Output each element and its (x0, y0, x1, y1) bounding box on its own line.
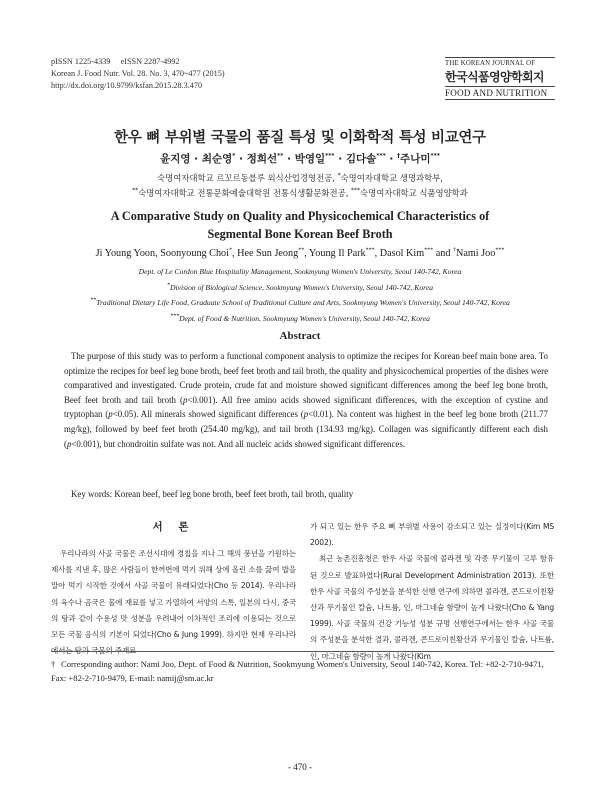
affiliation-text: 숙명여자대학교 전통문화예술대학원 전통식생활문화전공, (138, 188, 352, 198)
author-mark: *** (424, 247, 434, 254)
abstract-text: <0.001), but chondroitin sulfate was not. And all nucleic acids showed significant differences. (71, 438, 406, 449)
affiliation-line (0, 311, 600, 327)
p-value-symbol: p (66, 438, 72, 449)
paper-title-en (0, 207, 600, 243)
divider (445, 99, 555, 100)
author-mark: * (229, 247, 232, 254)
affiliations-ko (0, 171, 600, 201)
affiliation-line (0, 295, 600, 311)
right-column (310, 519, 554, 665)
corresponding-author-footnote (51, 657, 554, 685)
issn-line: pISSN 1225-4339 eISSN 2287-4992 (51, 57, 180, 66)
author-text: · 정희선 (235, 153, 278, 165)
author-mark: *** (376, 152, 386, 160)
journal-logo (445, 56, 555, 101)
affiliations-en (0, 264, 600, 326)
abstract-text: The purpose of this study was to perform a functional component analysis to optimize the recipes for Korean beef main bone area. To optimize the recipes for beef leg bone broth, beef feet broth and tail broth, the quality and physicochemical properties of the dishes were comparatived and investigated. Crude protein, crude fat and moisture showed significant differences among the beef leg bone broth, Beef feet broth and tail broth ( (64, 351, 549, 405)
dagger-mark: † (51, 659, 56, 669)
author-mark: ** (298, 247, 305, 254)
affiliation-text: Division of Biological Science, Sookmyung Women's University, Seoul 140-742, Korea (170, 282, 433, 292)
citation-line: Korean J. Food Nutr. Vol. 28. No. 3, 470~477 (2015) (51, 69, 225, 78)
author-mark: † (397, 152, 401, 160)
author-mark: *** (495, 247, 505, 254)
abstract-heading: Abstract (279, 330, 321, 342)
authors-ko (0, 151, 600, 166)
author-mark: * (232, 152, 236, 160)
affiliation-text: 숙명여자대학교 르꼬르동블루 외식산업경영전공, (157, 173, 338, 183)
title-line: Segmental Bone Korean Beef Broth (207, 227, 393, 241)
affiliation-line (0, 171, 600, 186)
author-text: 윤지영 · 최순영 (160, 153, 233, 165)
section-heading-introduction: 서 론 (152, 521, 195, 533)
author-mark: *** (365, 247, 375, 254)
affiliation-text: Dept. of Food & Nutrition, Sookmyung Women's University, Seoul 140-742, Korea (179, 313, 430, 323)
author-text: Nami Joo (455, 248, 496, 259)
footnote-divider (51, 651, 554, 652)
journal-name-ko: 한국식품영양학회지 (445, 70, 544, 84)
footnote-text: Corresponding author: Nami Joo, Dept. of Food & Nutrition, Sookmyung Women's University, Seoul 140-742, Korea. Tel: +82-2-710-9471, Fax: +82-2-710-9479, E-mail: namij@sm.ac.kr (51, 659, 544, 683)
author-mark: *** (325, 152, 335, 160)
divider (445, 57, 555, 58)
doi-link[interactable]: http://dx.doi.org/10.9799/ksfan.2015.28.3.470 (51, 81, 203, 90)
divider (445, 86, 555, 87)
affiliation-line (0, 186, 600, 201)
body-paragraph: 가 되고 있는 한우 주요 뼈 부위별 사용이 감소되고 있는 실정이다(Kim MS 2002). (310, 522, 554, 548)
affiliation-mark: *** (170, 312, 180, 319)
affiliation-mark: ** (90, 297, 97, 304)
affiliation-text: Dept. of Le Cordon Blue Hospitality Management, Sookmyung Women's University, Seoul 140-742, Korea (138, 267, 462, 276)
affiliation-line (0, 280, 600, 296)
affiliation-mark: *** (351, 187, 361, 195)
affiliation-text: 숙명여자대학교 생명과학부, (340, 173, 443, 183)
page-number: - 470 - (288, 762, 312, 772)
affiliation-line (0, 264, 600, 280)
affiliation-mark: * (337, 172, 341, 180)
keywords: Key words: Korean beef, beef leg bone broth, beef feet broth, tail broth, quality (71, 489, 354, 499)
authors-en (0, 248, 600, 259)
journal-subtitle: FOOD AND NUTRITION (445, 88, 548, 98)
author-text: 주나미 (400, 153, 431, 165)
affiliation-mark: ** (132, 187, 139, 195)
left-column (51, 519, 296, 659)
author-text: , Hee Sun Jeong (232, 248, 299, 259)
author-mark: *** (430, 152, 440, 160)
abstract-text: <0.05). All minerals showed significant differences ( (112, 409, 304, 420)
abstract-text: <0.01). Na content was highest in the beef leg bone broth (211.77 mg/kg), followed by beef feet broth (254.40 mg/kg), and tail broth (134.93 mg/kg). Collagen was significantly different each dish ( (64, 409, 548, 449)
affiliation-text: Traditional Dietary Life Food, Graduate School of Traditional Culture and Arts, Sookmyung Women's University, Seoul 140-742, Korea (96, 298, 510, 307)
affiliation-mark: * (167, 281, 170, 288)
p-value-symbol: p (108, 409, 113, 420)
author-text: , Young Il Park (304, 248, 366, 259)
author-text: Ji Young Yoon, Soonyoung Choi (95, 248, 229, 259)
author-text: · (385, 153, 398, 165)
paper-title-ko: 한우 뼈 부위별 국물의 품질 특성 및 이화학적 특성 비교연구 (114, 130, 486, 146)
body-paragraph: 우리나라의 사골 국물은 조선시대에 경칩을 지나 그 해의 풍년을 기원하는 제사를 지낸 후, 많은 사람들이 한꺼번에 먹기 위해 상에 올린 소를 끓여 밥을 말아 먹기 시작한 것에서 사골 국물이 유래되었다(Cho 등 2014). 우리나라의 육수나 곰국은 물에 재료를 넣고 가열하여 서양의 스톡, 일본의 다시, 중국의 탕과 같이 수용성 맛 성분을 우려내어 이차적인 조리에 이용되는 것으로 모든 국물 음식의 기본이 되었다(Cho & Jung 1999). 하지만 현재 우리나라 (51, 549, 296, 640)
author-text: · 박영일 (283, 153, 326, 165)
p-value-symbol: p (303, 409, 309, 420)
author-text: , Dasol Kim (374, 248, 425, 259)
author-text: · 김다솔 (334, 153, 377, 165)
author-mark: ** (277, 152, 284, 160)
journal-name-en: THE KOREAN JOURNAL OF (445, 60, 536, 67)
affiliation-text: 숙명여자대학교 식품영양학과 (360, 188, 468, 198)
publication-info (51, 56, 225, 92)
body-paragraph: 최근 농촌진흥청은 한우 사골 국물에 콜라겐 및 각종 무기물이 고루 함유된 것으로 발표하였다(Rural Development Administration 2013). 또한 한우 사골 국물의 주성분을 분석한 선행 연구에 의하면 콜라겐, 콘드로이친황산과 무기물인 칼슘, 나트륨, 인, 마그네슘 함량이 높게 나왔다(Cho & Yang 1999). 사골 국물의 건강 기능성 성분 규명 선행연구에서는 한우 사골 국물의 주성분을 분석한 결과, 콜라겐, 콘드로이친황산과 무기물인 칼슘, 나트륨, 인, 마그네슘 함량이 높게 나왔다(Kim (310, 554, 554, 661)
author-text: and (433, 248, 453, 259)
abstract-body (64, 349, 548, 451)
p-value-symbol: p (183, 394, 188, 405)
abstract-text: <0.001). All free amino acids showed significant differences, with the exception of cystine and tryptophan ( (64, 394, 548, 420)
author-mark: † (452, 247, 456, 254)
title-line: A Comparative Study on Quality and Physicochemical Characteristics of (110, 209, 490, 223)
